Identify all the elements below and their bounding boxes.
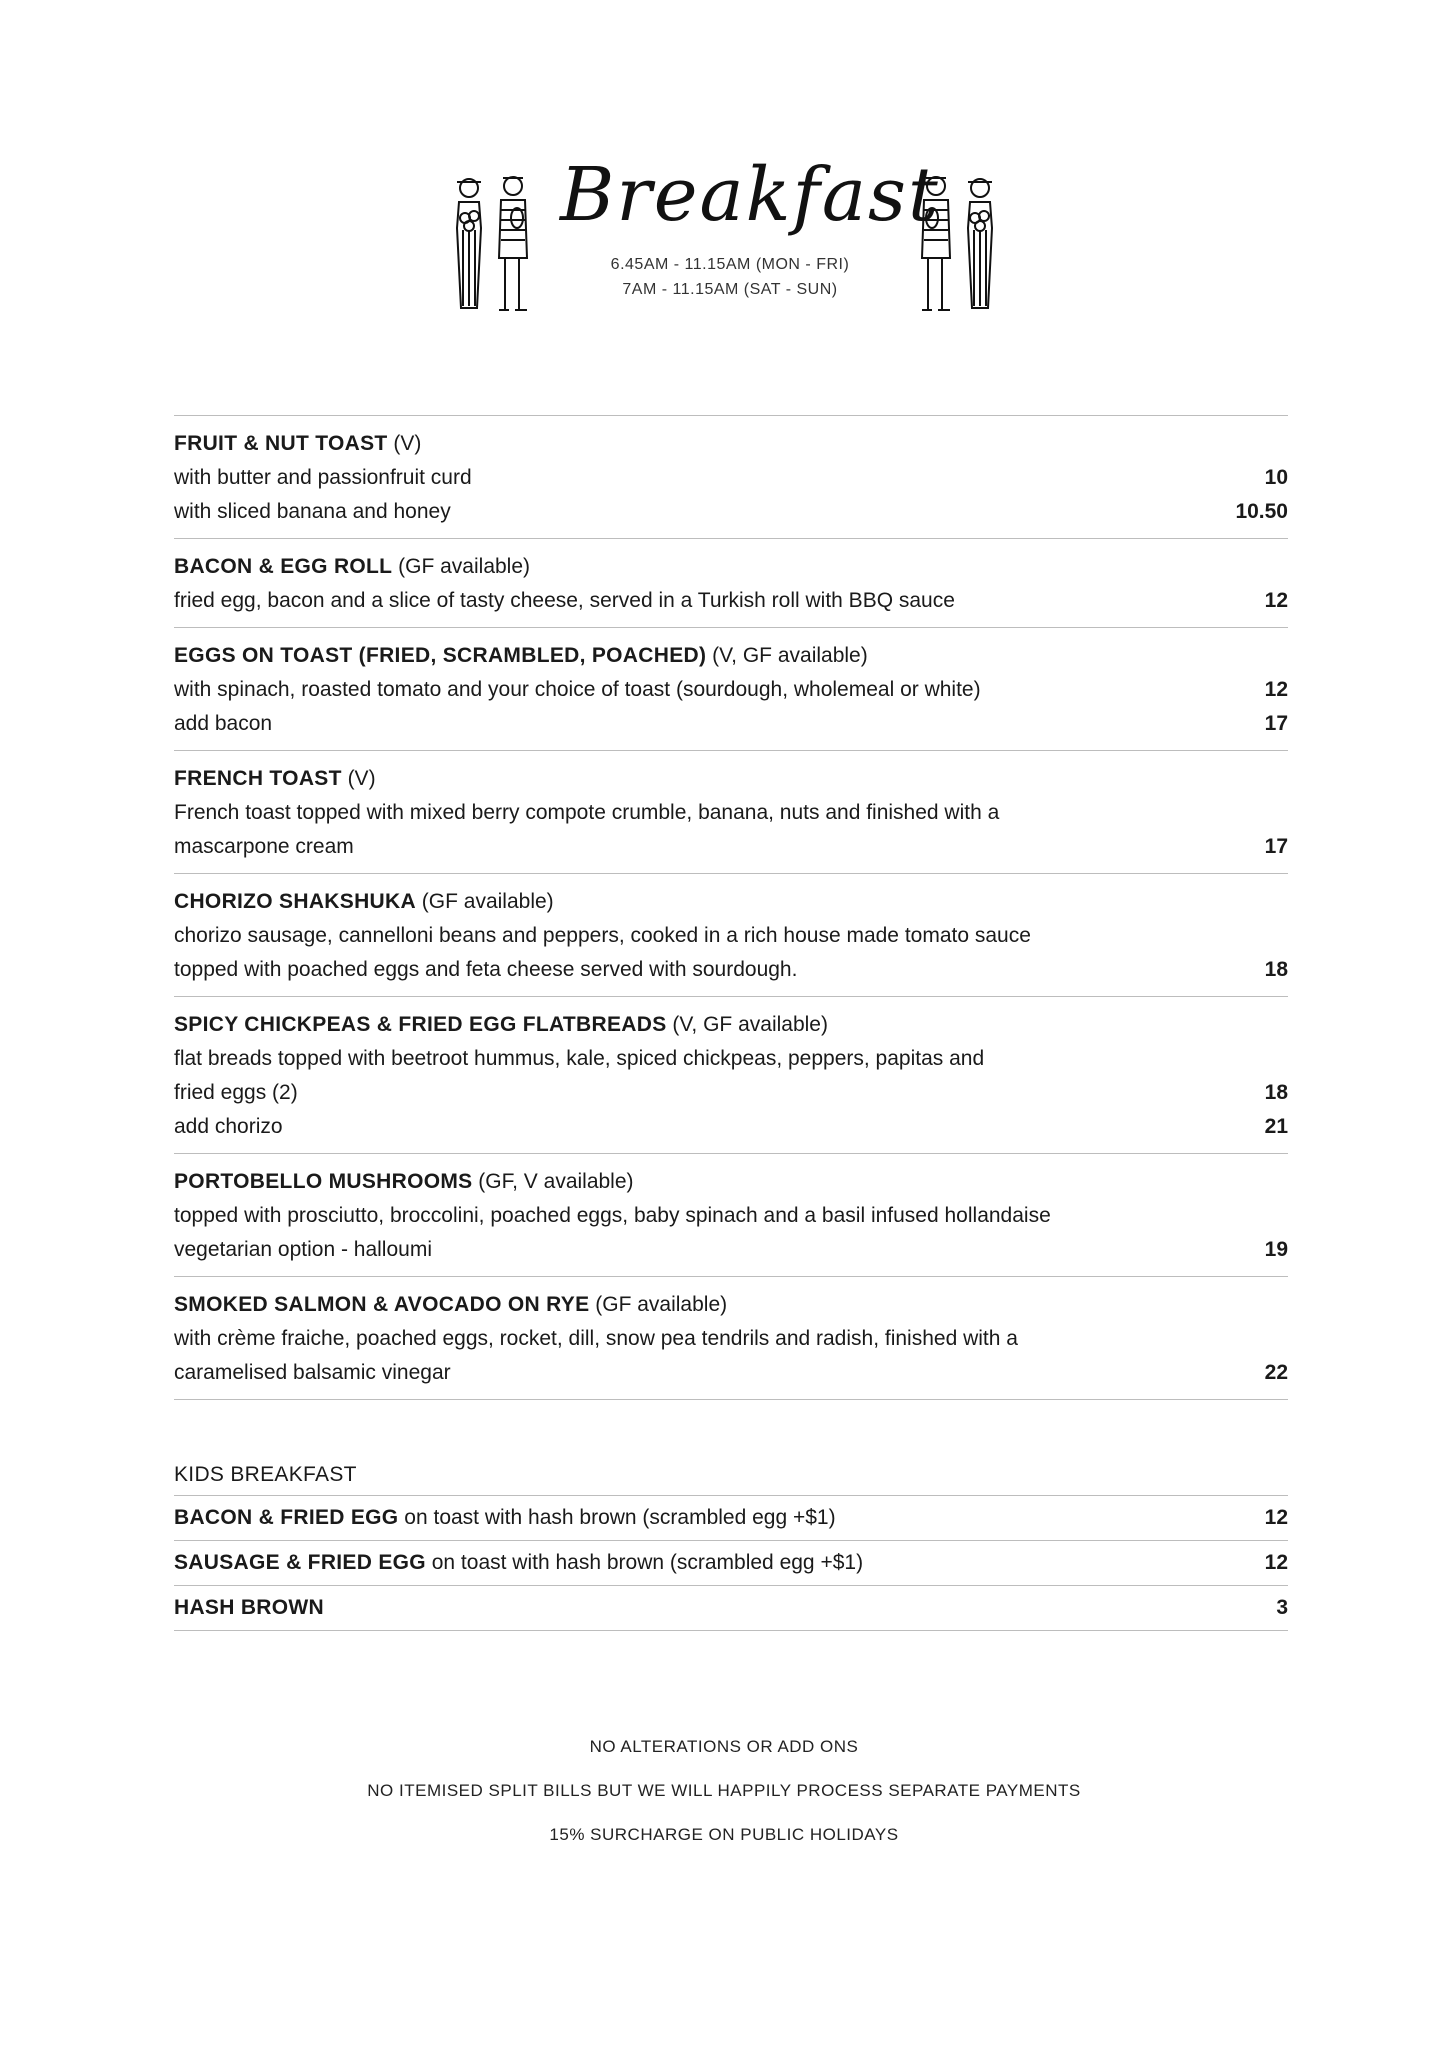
opening-hours bbox=[560, 252, 900, 302]
item-price: 18 bbox=[1264, 958, 1288, 981]
menu-item bbox=[174, 1277, 1288, 1400]
item-name: SPICY CHICKPEAS & FRIED EGG FLATBREADS bbox=[174, 1013, 667, 1036]
item-name: FRUIT & NUT TOAST bbox=[174, 432, 388, 455]
footer-note: 15% SURCHARGE ON PUBLIC HOLIDAYS bbox=[549, 1825, 899, 1844]
hours-weekend: 7AM - 11.15AM (SAT - SUN) bbox=[622, 281, 838, 298]
item-description: fried eggs (2) bbox=[174, 1081, 298, 1104]
menu-item bbox=[174, 416, 1288, 539]
item-tag: (V, GF available) bbox=[672, 1013, 828, 1036]
item-tag: (V, GF available) bbox=[712, 644, 868, 667]
item-price: 12 bbox=[1264, 589, 1288, 612]
item-description: with sliced banana and honey bbox=[174, 500, 451, 523]
item-description: add bacon bbox=[174, 712, 273, 735]
menu-item bbox=[174, 874, 1288, 997]
footer-note: NO ALTERATIONS OR ADD ONS bbox=[589, 1737, 859, 1756]
item-description: flat breads topped with beetroot hummus, kale, spiced chickpeas, peppers, papitas and bbox=[174, 1047, 985, 1070]
item-price: 3 bbox=[1276, 1596, 1288, 1619]
item-price: 19 bbox=[1264, 1238, 1288, 1261]
hours-weekdays: 6.45AM - 11.15AM (MON - FRI) bbox=[610, 256, 850, 273]
item-price: 12 bbox=[1264, 1551, 1288, 1574]
menu-item bbox=[174, 1586, 1288, 1631]
item-description: with butter and passionfruit curd bbox=[174, 466, 472, 489]
item-name: PORTOBELLO MUSHROOMS bbox=[174, 1170, 473, 1193]
item-name: CHORIZO SHAKSHUKA bbox=[174, 890, 416, 913]
decorative-figures-icon bbox=[447, 168, 539, 316]
menu-item bbox=[174, 1541, 1288, 1586]
item-description: on toast with hash brown (scrambled egg +$1) bbox=[425, 1551, 864, 1574]
menu-footer-notes bbox=[0, 1725, 1448, 1857]
item-description: vegetarian option - halloumi bbox=[174, 1238, 432, 1261]
item-price: 10 bbox=[1264, 466, 1288, 489]
item-tag: (V) bbox=[347, 767, 376, 790]
item-price: 18 bbox=[1264, 1081, 1288, 1104]
item-name: BACON & FRIED EGG bbox=[174, 1506, 399, 1529]
menu-item bbox=[174, 997, 1288, 1154]
item-tag: (GF available) bbox=[421, 890, 554, 913]
item-description: fried egg, bacon and a slice of tasty cheese, served in a Turkish roll with BBQ sauce bbox=[174, 589, 955, 612]
item-name: EGGS ON TOAST (FRIED, SCRAMBLED, POACHED) bbox=[174, 644, 707, 667]
item-tag: (GF available) bbox=[595, 1293, 728, 1316]
item-description: on toast with hash brown (scrambled egg +$1) bbox=[398, 1506, 836, 1529]
item-description: mascarpone cream bbox=[174, 835, 354, 858]
page-title: Breakfast bbox=[560, 152, 940, 238]
menu-header bbox=[0, 150, 1448, 320]
item-description: add chorizo bbox=[174, 1115, 283, 1138]
item-name: FRENCH TOAST bbox=[174, 767, 342, 790]
breakfast-menu bbox=[174, 415, 1288, 1400]
kids-section-title: KIDS BREAKFAST bbox=[174, 1455, 1288, 1496]
kids-menu bbox=[174, 1455, 1288, 1631]
item-tag: (GF available) bbox=[398, 555, 531, 578]
item-name: BACON & EGG ROLL bbox=[174, 555, 393, 578]
item-tag: (V) bbox=[393, 432, 422, 455]
item-description: caramelised balsamic vinegar bbox=[174, 1361, 451, 1384]
item-description: with crème fraiche, poached eggs, rocket, dill, snow pea tendrils and radish, finished with a bbox=[174, 1327, 1018, 1350]
menu-item bbox=[174, 539, 1288, 628]
item-name: SMOKED SALMON & AVOCADO ON RYE bbox=[174, 1293, 590, 1316]
item-price: 17 bbox=[1264, 712, 1288, 735]
item-tag: (GF, V available) bbox=[478, 1170, 634, 1193]
item-price: 21 bbox=[1264, 1115, 1288, 1138]
item-description: topped with prosciutto, broccolini, poached eggs, baby spinach and a basil infused hollandaise bbox=[174, 1204, 1051, 1227]
menu-item bbox=[174, 751, 1288, 874]
menu-item bbox=[174, 1496, 1288, 1541]
menu-item bbox=[174, 628, 1288, 751]
footer-note: NO ITEMISED SPLIT BILLS BUT WE WILL HAPPILY PROCESS SEPARATE PAYMENTS bbox=[367, 1781, 1081, 1800]
item-description: French toast topped with mixed berry compote crumble, banana, nuts and finished with a bbox=[174, 801, 1000, 824]
item-description: chorizo sausage, cannelloni beans and peppers, cooked in a rich house made tomato sauce bbox=[174, 924, 1031, 947]
item-price: 17 bbox=[1264, 835, 1288, 858]
item-price: 12 bbox=[1264, 678, 1288, 701]
decorative-figures-icon bbox=[910, 168, 1002, 316]
item-description: topped with poached eggs and feta cheese served with sourdough. bbox=[174, 958, 798, 981]
item-name: SAUSAGE & FRIED EGG bbox=[174, 1551, 426, 1574]
item-price: 22 bbox=[1264, 1361, 1288, 1384]
menu-item bbox=[174, 1154, 1288, 1277]
item-price: 10.50 bbox=[1235, 500, 1288, 523]
item-description: with spinach, roasted tomato and your choice of toast (sourdough, wholemeal or white) bbox=[174, 678, 981, 701]
item-name: HASH BROWN bbox=[174, 1596, 324, 1619]
item-price: 12 bbox=[1264, 1506, 1288, 1529]
